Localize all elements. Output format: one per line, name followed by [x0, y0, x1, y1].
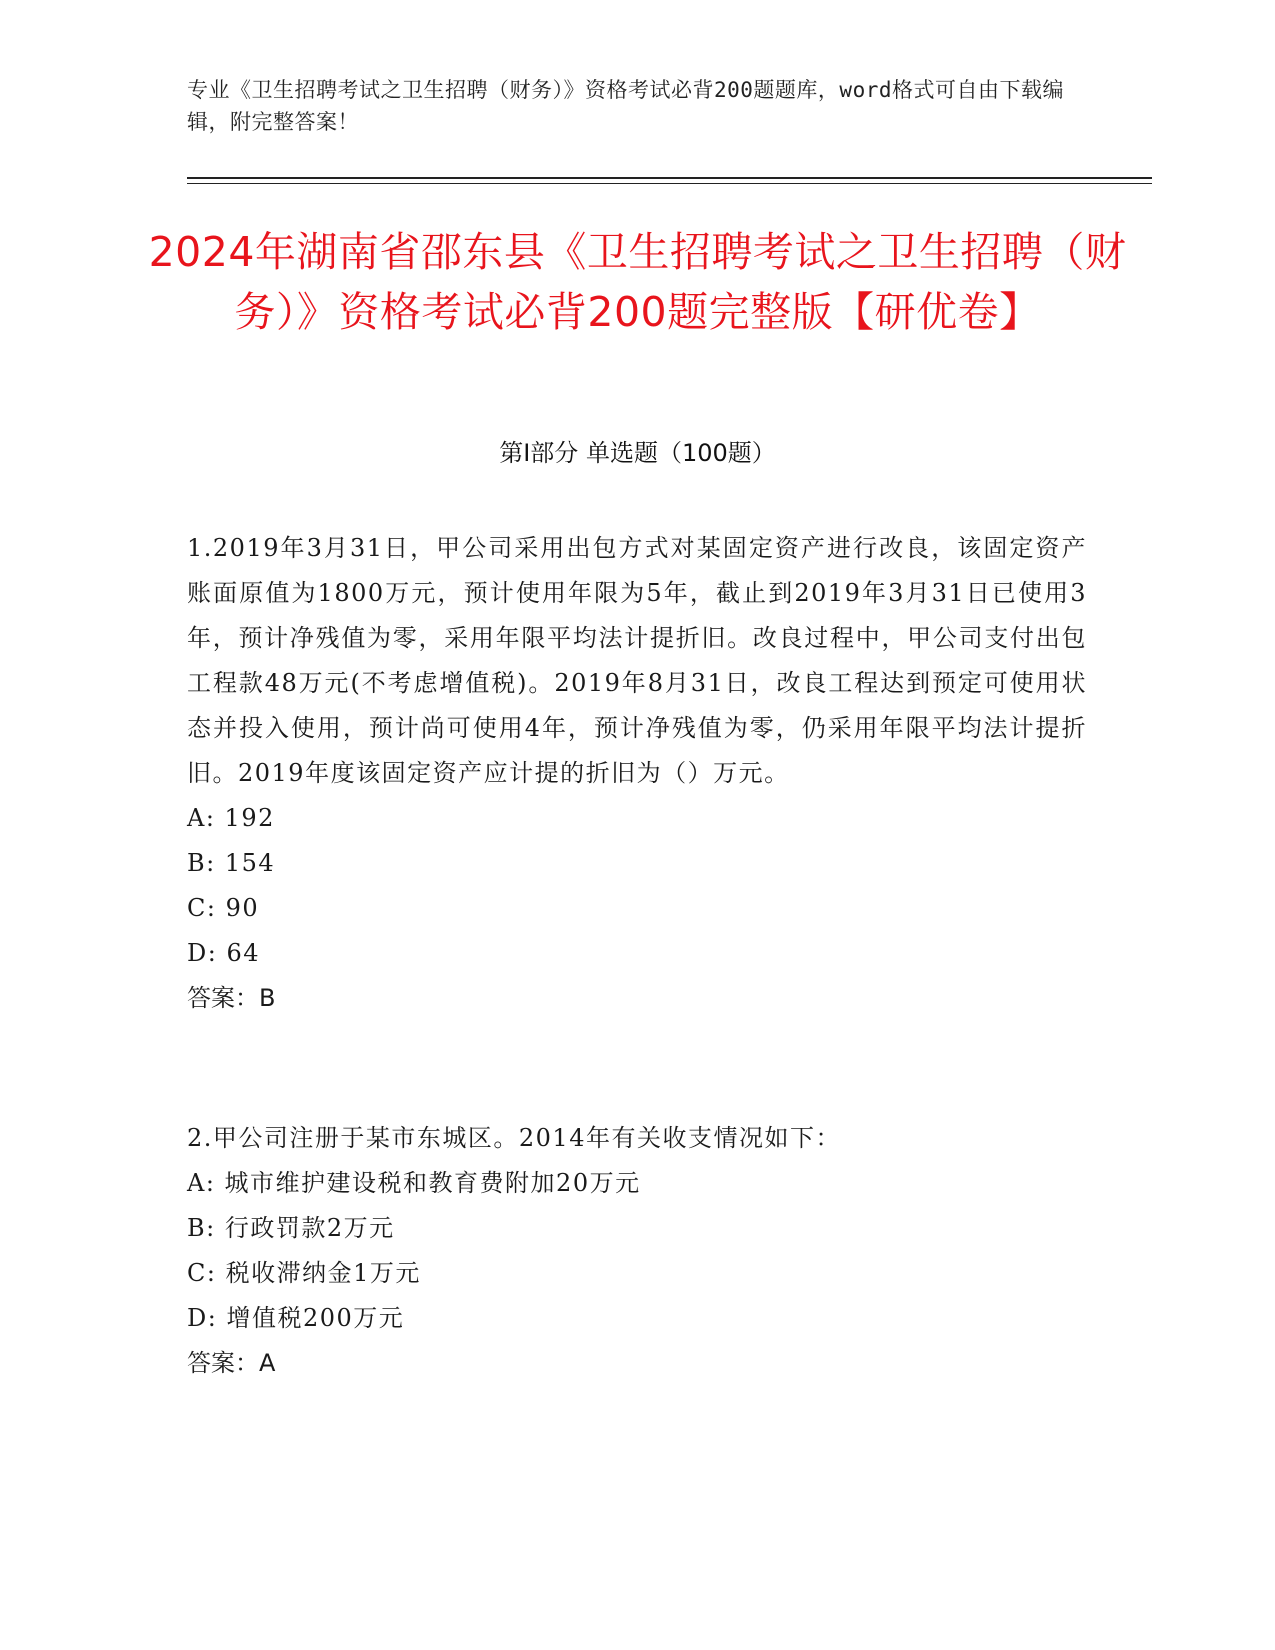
- question-stem: 2.甲公司注册于某市东城区。2014年有关收支情况如下：: [187, 1124, 841, 1152]
- option-d: D: 增值税200万元: [187, 1304, 405, 1332]
- option-a: A: 城市维护建设税和教育费附加20万元: [187, 1169, 641, 1197]
- answer: 答案：B: [187, 984, 276, 1012]
- section-heading: 第I部分 单选题（100题）: [499, 439, 776, 467]
- question-1: [187, 526, 1087, 1021]
- question-stem: 1.2019年3月31日，甲公司采用出包方式对某固定资产进行改良，该固定资产账面原值为1800万元，预计使用年限为5年，截止到2019年3月31日已使用3年，预计净残值为零，采用年限平均法计提折旧。改良过程中，甲公司支付出包工程款48万元(不考虑增值税)。2019年8月31日，改良工程达到预定可使用状态并投入使用，预计尚可使用4年，预计净残值为零，仍采用年限平均法计提折旧。2019年度该固定资产应计提的折旧为（）万元。: [187, 534, 1087, 787]
- option-c: C: 90: [187, 894, 260, 922]
- option-b: B: 行政罚款2万元: [187, 1214, 395, 1242]
- header-divider-thin: [187, 183, 1152, 184]
- option-c: C: 税收滞纳金1万元: [187, 1259, 421, 1287]
- question-2: [187, 1116, 1087, 1386]
- option-d: D: 64: [187, 939, 260, 967]
- answer: 答案：A: [187, 1349, 276, 1377]
- option-a: A: 192: [187, 804, 275, 832]
- document-title: 2024年湖南省邵东县《卫生招聘考试之卫生招聘（财务）》资格考试必背200题完整版【研优卷】: [148, 228, 1127, 336]
- header-note: 专业《卫生招聘考试之卫生招聘（财务）》资格考试必背200题题库，word格式可自由下载编辑，附完整答案！: [187, 78, 1064, 134]
- option-b: B: 154: [187, 849, 276, 877]
- header-divider-thick: [187, 177, 1152, 179]
